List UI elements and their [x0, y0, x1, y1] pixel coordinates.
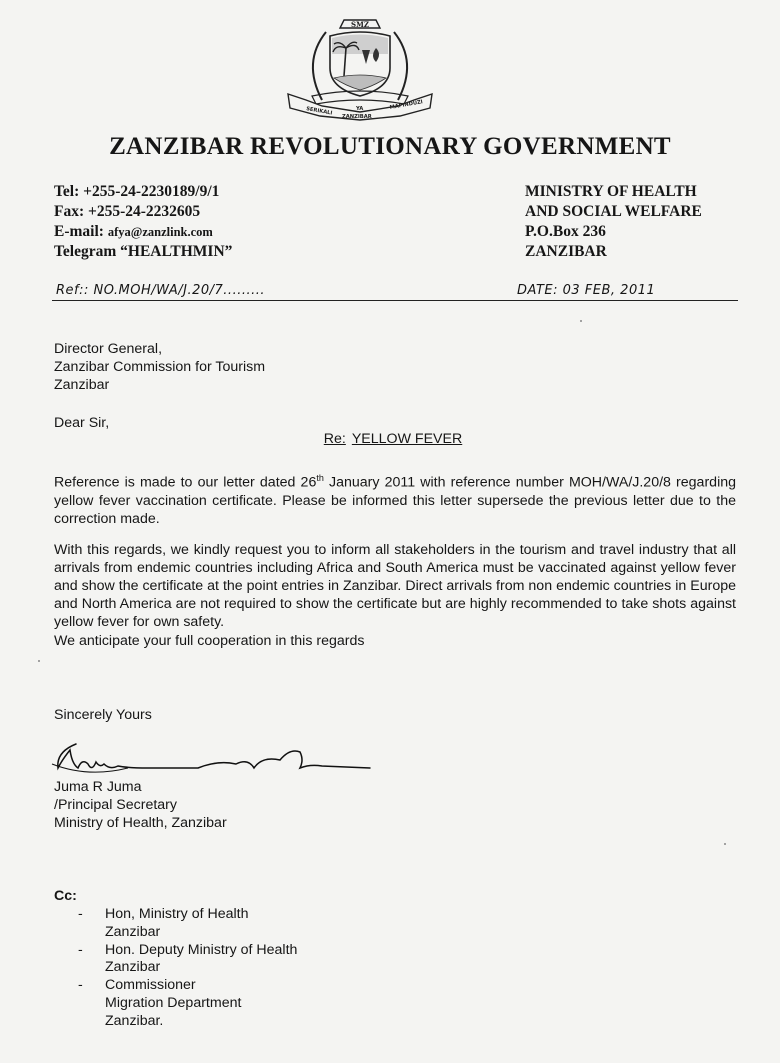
ministry-line-1: MINISTRY OF HEALTH — [525, 183, 697, 200]
subject-prefix: Re: — [323, 431, 346, 447]
cc-line: Zanzibar. — [105, 1012, 164, 1029]
recipient-line: Zanzibar — [54, 377, 110, 393]
contact-block — [54, 182, 232, 262]
reference-number: Ref:: NO.MOH/WA/J.20/7......... — [56, 283, 265, 298]
ministry-line-2: AND SOCIAL WELFARE — [525, 203, 702, 220]
paragraph-reference — [54, 469, 736, 528]
government-title: ZANZIBAR REVOLUTIONARY GOVERNMENT — [109, 133, 671, 160]
list-item — [78, 977, 297, 1030]
recipient-line: Director General, — [54, 341, 163, 357]
cc-line: - Hon, Ministry of Health — [105, 906, 249, 922]
scan-speck — [580, 320, 582, 322]
ministry-city: ZANZIBAR — [525, 243, 607, 260]
subject-line — [0, 431, 780, 447]
svg-text:YA: YA — [356, 106, 364, 112]
email-address: afya@zanzlink.com — [107, 225, 213, 239]
paragraph-text: Reference is made to our letter dated 26 — [54, 474, 317, 491]
scan-speck — [724, 843, 726, 845]
subject-text: YELLOW FEVER — [351, 431, 463, 447]
list-item — [78, 942, 297, 978]
recipient-address — [54, 340, 736, 394]
letter-date: DATE: 03 FEB, 2011 — [517, 283, 656, 298]
paragraph-cooperation: We anticipate your full cooperation in this regards — [54, 633, 365, 649]
list-item — [78, 906, 297, 942]
email: E-mail: afya@zanzlink.com — [54, 223, 213, 240]
cc-line: - Commissioner — [105, 977, 196, 994]
salutation: Dear Sir, — [54, 415, 110, 431]
coat-of-arms-icon — [282, 14, 438, 122]
fax: Fax: +255-24-2232605 — [54, 203, 201, 220]
svg-text:SERIKALI: SERIKALI — [305, 106, 333, 117]
signer-title: /Principal Secretary — [54, 797, 178, 813]
cc-list — [78, 906, 297, 1031]
cc-line: Migration Department — [105, 994, 242, 1011]
signature-icon — [48, 738, 378, 780]
header-divider — [52, 300, 738, 301]
telephone: Tel: +255-24-2230189/9/1 — [54, 183, 220, 200]
cc-label: Cc: — [54, 888, 77, 904]
cc-line: Zanzibar — [105, 959, 161, 976]
signer-organisation: Ministry of Health, Zanzibar — [54, 815, 227, 831]
closing-phrase: Sincerely Yours — [54, 707, 152, 723]
ordinal-suffix: th — [316, 473, 324, 483]
paragraph-text: January 2011 with reference number MOH/WA/J.20/8 regarding yellow fever vaccination certificate. Please be informed this letter supersede the previous letter due to the correction made. — [54, 474, 736, 527]
signer-name: Juma R Juma — [54, 779, 142, 795]
svg-text:MAPINDUZI: MAPINDUZI — [389, 99, 424, 111]
cc-line: Zanzibar — [105, 923, 161, 940]
po-box: P.O.Box 236 — [525, 223, 606, 240]
scan-speck — [38, 660, 40, 662]
recipient-line: Zanzibar Commission for Tourism — [54, 359, 266, 375]
paragraph-request: With this regards, we kindly request you to inform all stakeholders in the tourism and travel industry that all arrivals from endemic countries including Africa and South America must be vaccinated against yellow fever and show the certificate at the point entries in Zanzibar. Direct arrivals from non endemic countries in Europe and North America are not required to show the certificate but are highly recommended to take shots against yellow fever for own safety. — [54, 542, 736, 630]
svg-text:SMZ: SMZ — [351, 20, 369, 29]
signer-block — [54, 778, 736, 832]
svg-text:ZANZIBAR: ZANZIBAR — [342, 114, 372, 120]
cc-line: - Hon. Deputy Ministry of Health — [105, 941, 298, 958]
telegram: Telegram “HEALTHMIN” — [54, 243, 233, 260]
ministry-block — [525, 182, 702, 262]
